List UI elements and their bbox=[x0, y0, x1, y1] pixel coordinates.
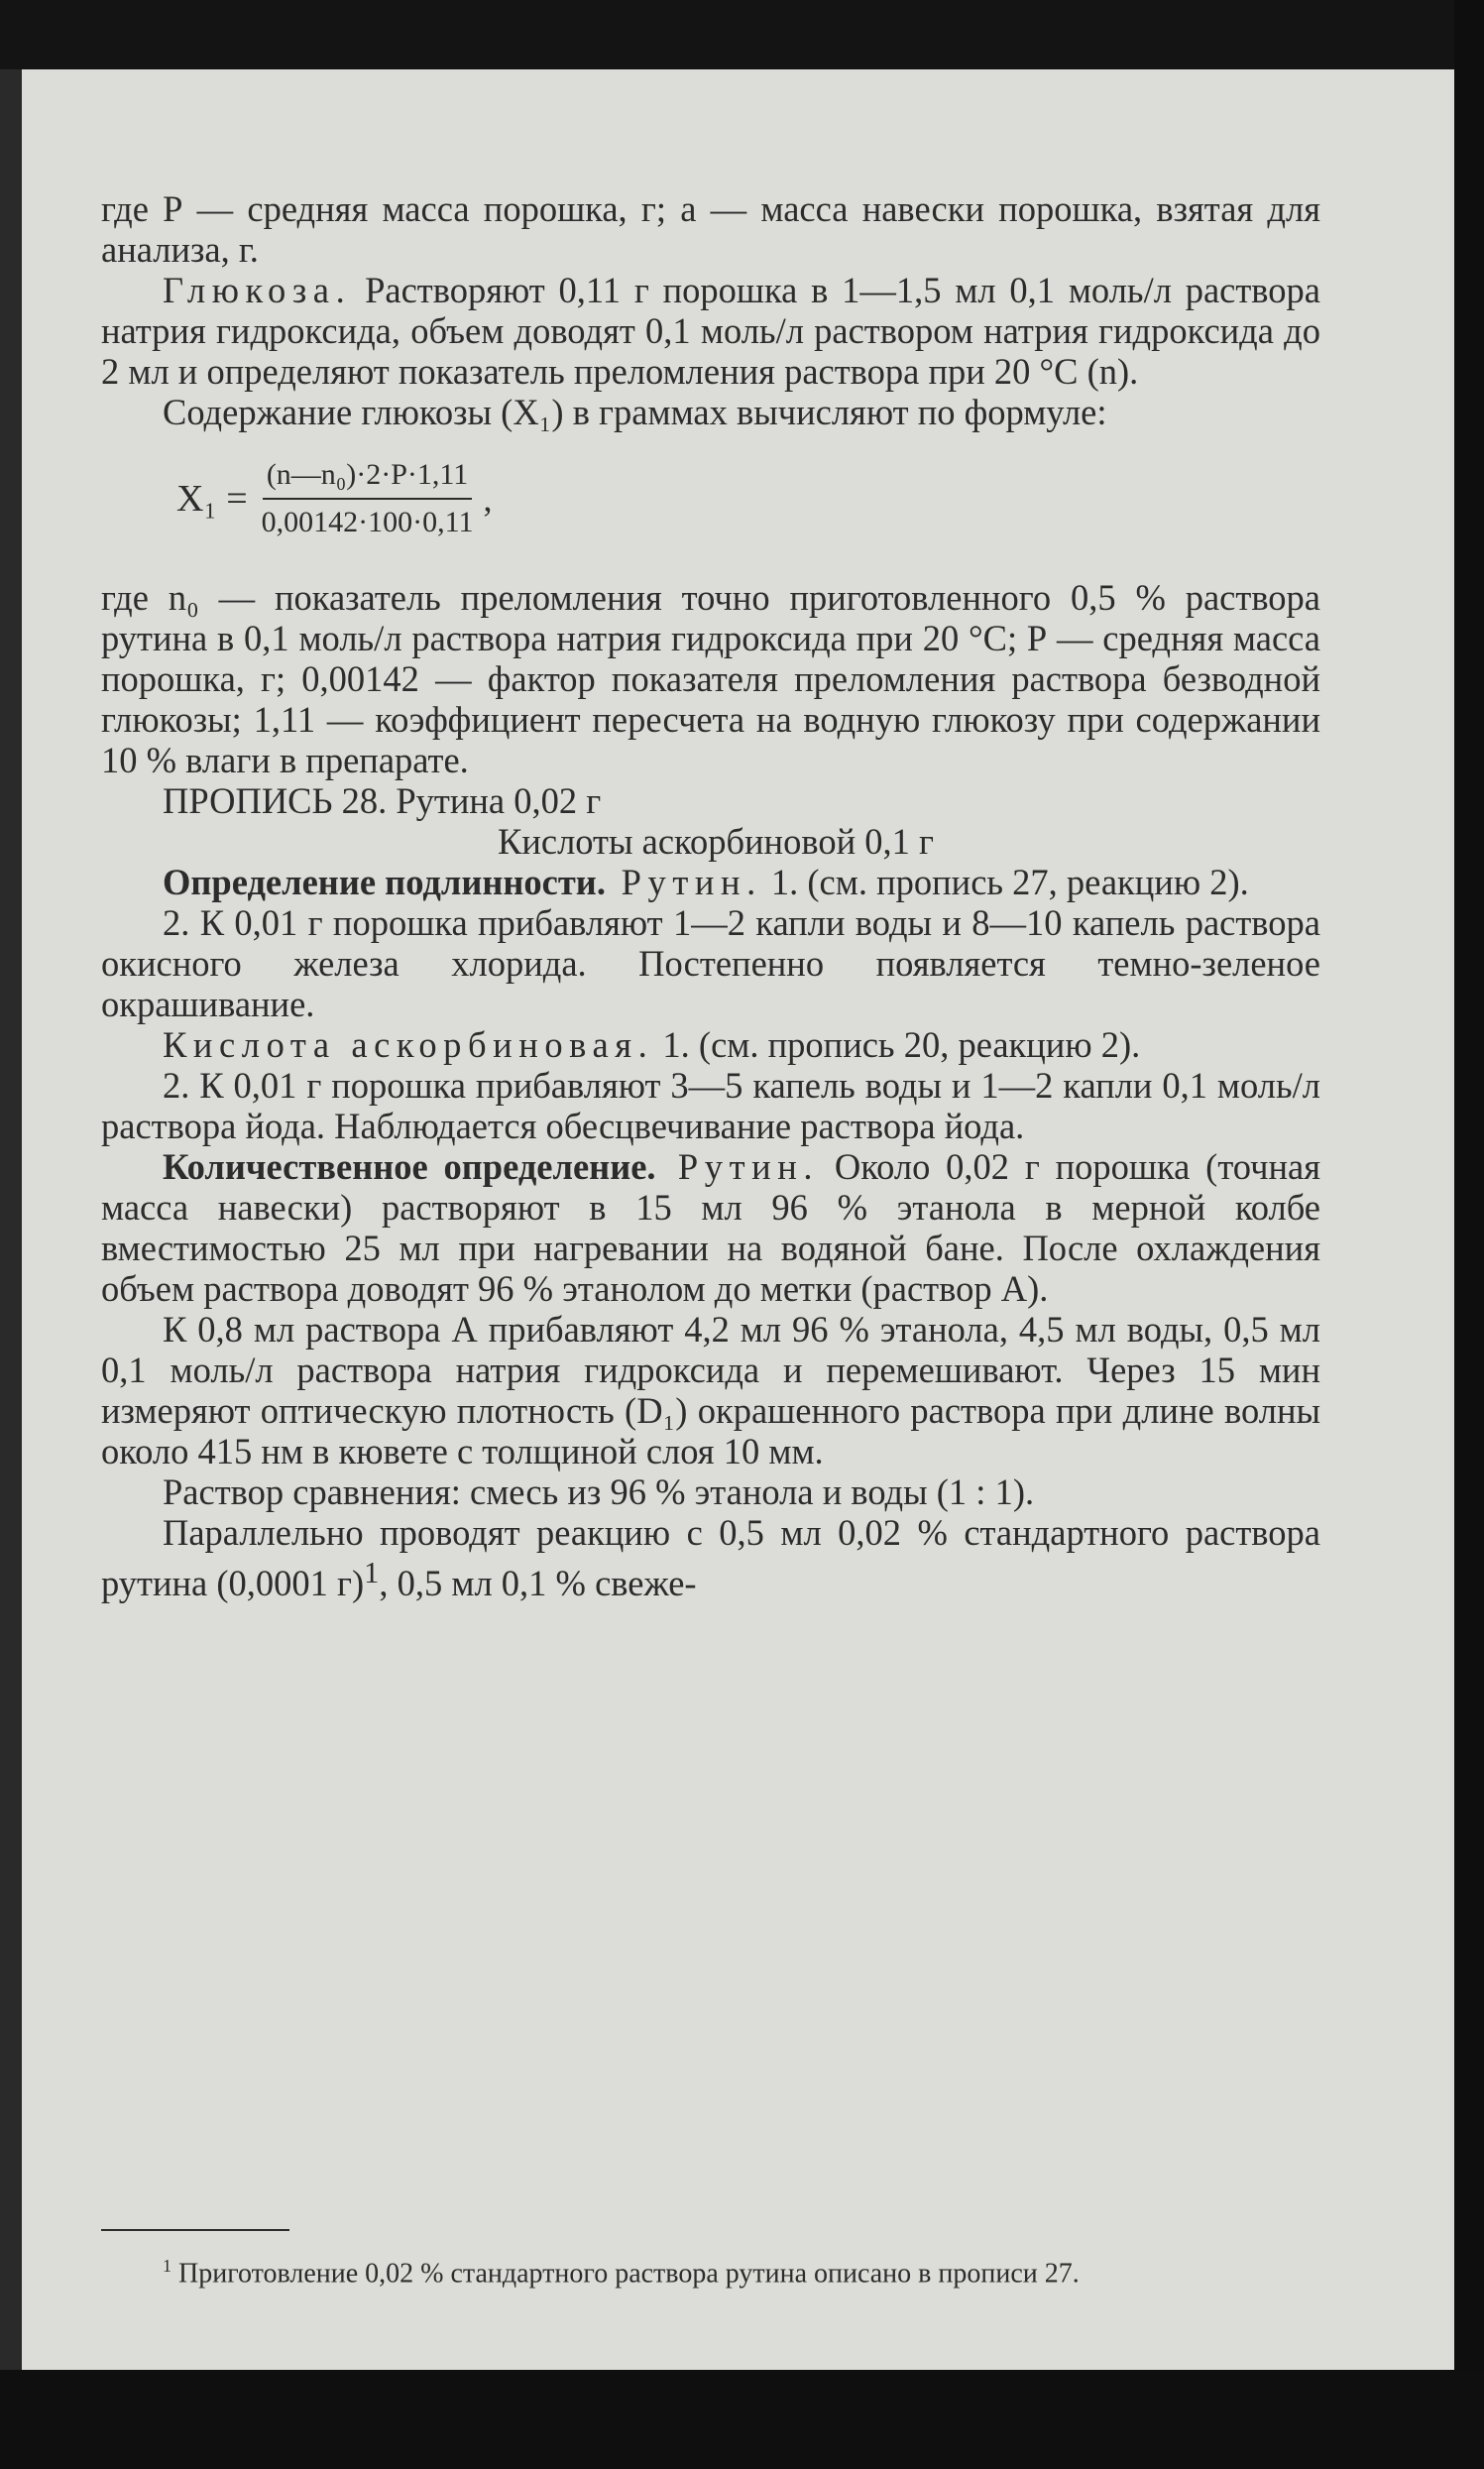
footnote-mark: 1 bbox=[163, 2256, 171, 2276]
formula-fraction bbox=[258, 455, 478, 542]
formula-denominator: 0,00142·100·0,11 bbox=[261, 506, 474, 538]
page-body bbox=[101, 188, 1320, 1603]
formula-lhs: X₁ = bbox=[176, 477, 248, 520]
paragraph-identity: Определение подлинности. Рутин. 1. (см. пропись 27, реакцию 2). bbox=[163, 862, 1249, 902]
paragraph: Раствор сравнения: смесь из 96 % этанола и воды (1 : 1). bbox=[163, 1471, 1035, 1512]
formula-numerator: (n—n₀)·2·P·1,11 bbox=[263, 455, 472, 500]
section-term: Рутин. bbox=[655, 1146, 820, 1187]
footnote-divider bbox=[101, 2229, 289, 2231]
scan-left-border bbox=[0, 69, 22, 2469]
formula bbox=[176, 444, 1320, 553]
paragraph: где Р — средняя масса порошка, г; а — масса навески порошка, взятая для анализа, г. bbox=[101, 188, 1320, 270]
recipe-line: ПРОПИСЬ 28. Рутина 0,02 г bbox=[163, 780, 602, 821]
scan-bottom-border bbox=[0, 2370, 1484, 2469]
paragraph-glucose: Глюкоза. Растворяют 0,11 г порошка в 1—1,5 мл 0,1 моль/л раствора натрия гидроксида, объем доводят 0,1 моль/л раствором натрия гидроксида до 2 мл и определяют показатель преломления раствора при 20 °С (n). bbox=[101, 270, 1320, 392]
paragraph-ascorbic: Кислота аскорбиновая. 1. (см. пропись 20, реакцию 2). bbox=[163, 1024, 1141, 1065]
recipe-line: Кислоты аскорбиновой 0,1 г bbox=[498, 821, 934, 862]
section-term: Кислота аскорбиновая. bbox=[163, 1024, 654, 1065]
book-page bbox=[22, 69, 1454, 2370]
paragraph: где n₀ — показатель преломления точно приготовленного 0,5 % раствора рутина в 0,1 моль/л раствора натрия гидроксида при 20 °С; Р — средняя масса порошка, г; 0,00142 — фактор показателя преломления раствора безводной глюкозы; 1,11 — коэффициент пересчета на водную глюкозу при содержании 10 % влаги в препарате. bbox=[101, 577, 1320, 780]
section-heading: Количественное определение. bbox=[163, 1146, 656, 1187]
footnote: $^1$ Приготовление 0,02 % стандартного раствора рутина описано в прописи 27. bbox=[163, 2256, 1080, 2290]
scan-top-border bbox=[0, 0, 1484, 69]
section-term: Глюкоза. bbox=[163, 270, 352, 310]
formula-comma: , bbox=[483, 478, 493, 519]
paragraph: К 0,8 мл раствора А прибавляют 4,2 мл 96 % этанола, 4,5 мл воды, 0,5 мл 0,1 моль/л раствора натрия гидроксида и перемешивают. Через 15 мин измеряют оптическую плотность (D₁) окрашенного раствора при длине волны около 415 нм в кювете с толщиной слоя 10 мм. bbox=[101, 1309, 1320, 1471]
section-term: Рутин. bbox=[605, 862, 762, 902]
paragraph-quantitative: Количественное определение. Рутин. Около 0,02 г порошка (точная масса навески) растворяют в 15 мл 96 % этанола в мерной колбе вместимостью 25 мл при нагревании на водяной бане. После охлаждения объем раствора доводят 96 % этанолом до метки (раствор А). bbox=[101, 1146, 1320, 1309]
paragraph: Содержание глюкозы (X₁) в граммах вычисляют по формуле: bbox=[163, 392, 1107, 432]
footnote-reference: 1 bbox=[364, 1556, 380, 1589]
paragraph: Параллельно проводят реакцию с 0,5 мл 0,02 % стандартного раствора рутина (0,0001 г)$^1$, 0,5 мл 0,1 % свеже- bbox=[101, 1512, 1320, 1604]
paragraph: 2. К 0,01 г порошка прибавляют 1—2 капли воды и 8—10 капель раствора окисного железа хлорида. Постепенно появляется темно-зеленое окрашивание. bbox=[101, 902, 1320, 1024]
section-heading: Определение подлинности. bbox=[163, 862, 606, 902]
paragraph: 2. К 0,01 г порошка прибавляют 3—5 капель воды и 1—2 капли 0,1 моль/л раствора йода. Наблюдается обесцвечивание раствора йода. bbox=[101, 1065, 1320, 1146]
scan-right-border bbox=[1454, 0, 1484, 2469]
